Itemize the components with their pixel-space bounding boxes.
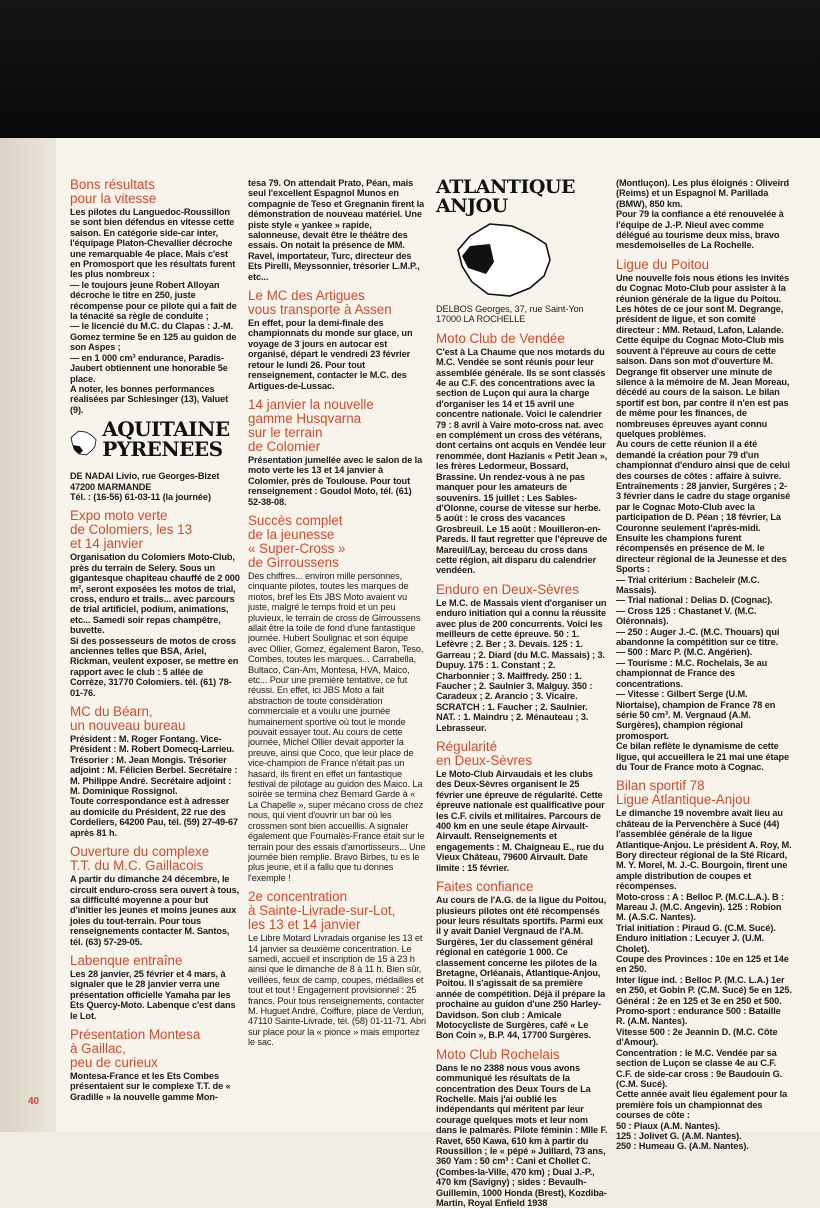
france-map-icon <box>70 419 98 467</box>
headline-enduro: Enduro en Deux-Sèvres <box>436 581 579 597</box>
article-text: A noter, les bonnes performances réalisées par Schlesinger (13), Valuet (9). <box>70 383 229 415</box>
result-line: 50 : Piaux (A.M. Nantes). <box>616 1120 721 1131</box>
result-line: Concentration : le M.C. Vendée par sa section de Luçon se classe 4e au C.F. <box>616 1047 777 1069</box>
article-text: A partir du dimanche 24 décembre, le circuit enduro-cross sera ouvert à tous, sa difficulté moyenne a pour but d'initier les jeunes et moins jeunes aux joies du tout-terrain. Pour tous renseignements contacter M. Santos, tél. (63) 57-29-05. <box>70 874 240 947</box>
result-line: C.F. de side-car cross : 9e Baudouin G. (C.M. Sucé). <box>616 1068 783 1089</box>
article-text: — le toujours jeune Robert Alloyan décroche le titre en 250, juste récompense pour ce pilote qui a fait de la ténacité sa règle de conduite ; <box>70 279 237 322</box>
result-line: — Vitesse : Gilbert Serge (U.M. Niortaise), champion de France 78 en série 50 cm³. M. Vergnaud (A.M. Surgères), champion régional promosport. <box>616 689 776 741</box>
region-address: DE NADAI Livio, rue Georges-Bizet 47200 MARMANDE <box>70 471 220 492</box>
region-title: AQUITAINE PYRENEES <box>102 417 230 462</box>
article-text: Président : M. Roger Fontang. Vice-Président : M. Robert Domecq-Larrieu. Trésorier : M. Jean Mongis. Trésorier adjoint : M. Félicien Berbel. Secrétaire : M. Philippe André. Secrétaire adjoint : M. Dominique Rossignol. <box>70 734 238 797</box>
article-text: Le Moto-Club Airvaudais et les clubs des Deux-Sèvres organisent le 25 février une épreuve de régularité. Cette épreuve nationale est qualificative pour les C.F. civils et militaires. Parcours de 400 km en une seule étape Airvault-Airvault. Renseignements et engagements : M. Chaigneau E., rue du Vieux Château, 79600 Airvault. Date limite : 15 février. <box>436 769 605 873</box>
column-3 <box>436 178 608 1208</box>
article-text: (Montluçon). Les plus éloignés : Oliveird (Reims) et un Espagnol M. Parillada (BMW), 850 km. <box>616 178 790 209</box>
article-text: Entraînements : 28 janvier, Surgères ; 2-3 février dans le cadre du stage organisé par le Cognac Moto-Club avec la participation de D. Péan ; 18 février, La Couronne seulement l'après-midi. <box>616 480 791 533</box>
region-phone: Tél. : (16-56) 61-03-11 (la journée) <box>70 491 211 502</box>
result-line: 250 : Humeau G. (A.M. Nantes). <box>616 1141 749 1152</box>
article-text: Montesa-France et les Ets Combes présentaient sur le complexe T.T. de « Gradille » la nouvelle gamme Mon- <box>70 1070 231 1102</box>
article-text: tesa 79. On attendait Prato, Péan, mais seul l'excellent Espagnol Munos en compagnie de Teso et Gregnanin firent la démonstration de nouveau matériel. Une piste style « yankee » rapide, salonneuse, devait être le théâtre des essais. On notait la présence de MM. Ravel, importateur, Turc, directeur des Ets Pirelli, Meyssonnier, trésorier L.M.P., etc... <box>248 178 425 282</box>
result-line: — 250 : Auger J.-C. (M.C. Thouars) qui abandonne la compétition sur ce titre. <box>616 626 780 648</box>
result-line: 125 : Jolivet G. (A.M. Nantes). <box>616 1130 742 1141</box>
region-atlantique-anjou <box>436 178 608 216</box>
column-1 <box>70 178 240 1102</box>
region-title: ATLANTIQUE ANJOU <box>436 176 575 217</box>
article-text: — en 1 000 cm³ endurance, Paradis-Jaubert obtiennent une honorable 5e place. <box>70 352 228 384</box>
top-dark-band <box>0 0 820 138</box>
result-line: — Tourisme : M.C. Rochelais, 3e au championnat de France des concentrations. <box>616 657 768 689</box>
page-gutter <box>0 138 56 1132</box>
article-text: Organisation du Colomiers Moto-Club, près du terrain de Selery. Sous un gigantesque chapiteau chauffé de 2 000 m², seront exposées les motos de trial, cross, enduro et trails... avec parcours de trial artificiel, podium, animations, etc... Samedi soir repas champêtre, buvette. <box>70 552 240 636</box>
result-line: Général : 2e en 125 et 3e en 250 et 500. <box>616 995 782 1006</box>
result-line: Trial initiation : Piraud G. (C.M. Sucé). <box>616 922 776 933</box>
result-line: Promo-sport : endurance 500 : Bataille R. (A.M. Nantes). <box>616 1006 781 1027</box>
page-number: 40 <box>28 1096 40 1107</box>
headline-husqvarna: 14 janvier la nouvelle gamme Husqvarna sur le terrain de Colomier <box>248 396 374 454</box>
result-line: Inter ligue ind. : Belloc P. (M.C. L.A.) 1er en 250, et Gobin P. (C.M. Sucé) 5e en 125. <box>616 974 792 996</box>
headline-bons-resultats: Bons résultats pour la vitesse <box>70 177 157 206</box>
headline-mc-rochelais: Moto Club Rochelais <box>436 1046 560 1062</box>
france-map-icon <box>450 220 570 300</box>
article-text: — le licencié du M.C. du Clapas : J.-M. Gomez termine 5e en 125 au guidon de son Aspes ; <box>70 321 237 353</box>
article-text: Ensuite les champions furent récompensés en présence de M. le directeur régional de la Jeunesse et des Sports : <box>616 533 787 575</box>
headline-ligue-poitou: Ligue du Poitou <box>616 256 710 272</box>
article-text: Le dimanche 19 novembre avait lieu au château de la Pervenchère à Sucé (44) l'assemblée générale de la ligue Atlantique-Anjou. Le président A. Roy, M. Bory directeur régional de la Sté Ricard, M. Y. Morel, M. J.-C. Bourgoin, firent une ample distribution de coupes et récompenses. <box>616 808 792 892</box>
headline-super-cross: Succès complet de la jeunesse « Super-Cross » de Girroussens <box>248 512 346 570</box>
article-text: C'est à La Chaume que nos motards du M.C. Vendée se sont réunis pour leur assemblée générale. Ils se sont classés 4e au C.F. des concentrations avec la section de Luçon qui aura la charge d'organiser les 14 et 15 avril une concentre nationale. Voici le calendrier 79 : 8 avril à Vaire moto-cross nat. avec en complément un cross des vétérans, dont certains ont acquis en Vendée leur renommée, dont Hazianis « Petit Jean », les frères Ledormeur, Bossard, Brassine. Un rendez-vous à ne pas manquer pour les amateurs de souvenirs. 15 juillet : Les Sables-d'Olonne, course de vitesse sur herbe. 5 août : le cross des vacances Grosbreuil. Le 15 août : Mouilleron-en-Pareds. Il faut regretter que l'épreuve de Mareuil/Lay, berceau du cross dans cette région, ait disparu du calendrier vendéen. <box>436 346 608 576</box>
article-text: Si des possesseurs de motos de cross anciennes telles que BSA, Ariel, Rickman, veulent exposer, se mettre en rapport avec le club : 5 allée de Corrèze, 31770 Colomiers. tél. (61) 78-01-76. <box>70 635 239 698</box>
article-text: Les 28 janvier, 25 février et 4 mars, à signaler que le 28 janvier verra une présentation officielle Yamaha par les Ets Quercy-Moto. Labenque c'est dans le Lot. <box>70 968 236 1021</box>
headline-bilan-sportif: Bilan sportif 78 Ligue Atlantique-Anjou <box>616 778 751 808</box>
article-text: Pour 79 la confiance a été renouvelée à l'équipe de J.-P. Nieul avec comme délégué au tourisme deux miss, bravo mesdemoiselles de La Rochelle. <box>616 209 784 251</box>
result-line: Vitesse 500 : 2e Jeannin D. (M.C. Côte d'Amour). <box>616 1026 778 1048</box>
result-line: — Trial critérium : Bacheleir (M.C. Massais). <box>616 574 760 596</box>
article-text: Le Libre Motard Livradais organise les 13 et 14 janvier sa deuxième concentration. Le samedi, accueil et inscription de 15 à 23 h ainsi que le dimanche de 8 à 11 h. Bien sûr, veillées, feux de camp, coupes, médailles et tout et tout ! Engagement provisionnel : 25 francs. Pour tous renseignements, contacter M. Huguet André, Coiffure, place de Verdun, 47110 Sainte-Livrade, tél. (58) 01-11-71. Abri sur place pour la « pionce » mais emportez le sac. <box>248 933 426 1048</box>
article-text: Présentation jumellée avec le salon de la moto verte les 13 et 14 janvier à Colomier, près de Toulouse. Pour tout renseignement : Goudol Moto, tél. (61) 52-38-08. <box>248 454 423 507</box>
article-text: Des chiffres... environ mille personnes, cinquante pilotes, toutes les marques de motos, bref les Ets JBS Moto avaient vu juste, malgré le temps froid et un peu pluvieux, le terrain de cross de Girroussens allait être la toile de fond d'une fantastique journée. Hubert Soulignac et son équipe avec Ollier, Gomez, également Baron, Teso, Combes, toutes les marques... Carrabella, Bultaco, Can-Am, Montesa, HVA, Maico, etc... Pour une première tentative, ce fut réussi. En effet, ici JBS Moto a fait abstraction de toute considération commerciale et a voulu une journée humainement sportive où tout le monde pouvait essayer tout. Au cours de cette journée, Michel Ollier devait apporter la preuve, ainsi que Coco, que leur place de vice-champion de France n'était pas un hasard, ils firent en effet un fantastique festival de pilotage au guidon des Maico. La soirée se termina chez Bernard Garde à « La Chapelle », super mécano cross de chez nous, qui vient d'ouvrir un bar où les crossmen sont bien accueillis. A signaler également que Fournalès-France était sur le terrain pour des essais d'amortisseurs... Une journée bien remplie. Bravo Birbes, tu es le plus jeune, et il a fallu que tu donnes l'exemple ! <box>248 570 426 883</box>
column-4 <box>616 178 792 1152</box>
result-line: — 500 : Marc P. (M.C. Angérien). <box>616 647 753 658</box>
headline-concentration: 2e concentration à Sainte-Livrade-sur-Lot, les 13 et 14 janvier <box>248 889 396 933</box>
result-line: Coupe des Provinces : 10e en 125 et 14e en 250. <box>616 954 789 975</box>
article-text: En effet, pour la demi-finale des championnats du monde sur glace, un voyage de 3 jours en autocar est organisé, départ le vendredi 23 février retour le lundi 26. Pour tout renseignement, contacter le M.C. des Artigues-de-Lussac. <box>248 318 413 391</box>
result-line: Cette année avait lieu également pour la première fois un championnat des courses de côte : <box>616 1089 788 1121</box>
headline-presentation-montesa: Présentation Montesa à Gaillac, peu de curieux <box>70 1026 201 1070</box>
headline-expo-moto-verte: Expo moto verte de Colomiers, les 13 et 14 janvier <box>70 508 193 552</box>
article-text: Toute correspondance est à adresser au domicile du Président, 22 rue des Cordeliers, 64200 Pau, tél. (59) 27-49-67 après 81 h. <box>70 796 239 838</box>
headline-faites-confiance: Faites confiance <box>436 879 534 895</box>
region-aquitaine-pyrenees <box>70 419 240 467</box>
headline-mc-vendee: Moto Club de Vendée <box>436 330 565 346</box>
article-text: Les pilotes du Languedoc-Roussillon se sont bien défendus en vitesse cette saison. En catégorie side-car inter, l'équipage Platon-Chevallier décroche une remarquable 4e place. Mais c'est en Promosport que les résultats furent les plus nombreux : <box>70 207 236 280</box>
article-text: Le M.C. de Massais vient d'organiser un enduro initiation qui a connu la réussite avec plus de 200 concurrents. Voici les meilleurs de cette épreuve. 50 : 1. Lefèvre ; 2. Ber ; 3. Devais. 125 : 1. Garreau ; 2. Diard (du M.C. Massais) ; 3. Dupuy. 175 : 1. Constant ; 2. Charbonnier ; 3. Maiffredy. 250 : 1. Faucher ; 2. Saulnier 3. Malguy. 350 : Caradeux ; 2. Arancio ; 3. Vicaire. SCRATCH : 1. Faucher ; 2. Saulnier. NAT. : 1. Maindru ; 2. Ménauteau ; 3. Lebrasseur. <box>436 597 607 733</box>
headline-labenque: Labenque entraîne <box>70 952 183 968</box>
column-2 <box>248 178 426 1048</box>
region-address: DELBOS Georges, 37, rue Saint-Yon 17000 LA ROCHELLE <box>436 304 584 325</box>
article-text: Une nouvelle fois nous étions les invités du Cognac Moto-Club pour assister à la réunion générale de la ligue du Poitou. Les hôtes de ce jour sont M. Degrange, président de ligue, et son comité directeur : MM. Retaud, Lafon, Lalande. Cette équipe du Cognac Moto-Club mis souvent à l'épreuve au cours de cette saison. Dans son mot d'ouverture M. Degrange fit observer une minute de silence à la mémoire de M. Jean Moreau, décédé au cours de la saison. Le bilan sportif est bon, par contre il n'en est pas de même pour les finances, de nombreuses épreuves ayant connu quelques problèmes. <box>616 272 790 439</box>
headline-mc-artigues: Le MC des Artigues vous transporte à Assen <box>248 288 392 318</box>
result-line: Moto-cross : A : Belloc P. (M.C.L.A.). B : Mareau J. (M.C. Angevin). 125 : Robion M. (A.S.C. Nantes). <box>616 891 784 923</box>
result-line: Enduro initiation : Lecuyer J. (U.M. Cholet). <box>616 933 765 954</box>
headline-mc-bearn: MC du Béarn, un nouveau bureau <box>70 704 186 734</box>
article-text: Ce bilan reflète le dynamisme de cette ligue, qui accueillera le 21 mai une étape du Tour de France moto à Cognac. <box>616 741 789 772</box>
article-text: Dans le no 2388 nous vous avons communiqué les résultats de la concentration des Deux Tours de La Rochelle. Mais j'ai oublié les indépendants qui méritent par leur courage quelques mots et leur nom dans le palmarès. Pilote féminin : Mlle F. Ravet, 650 Kawa, 610 km à partir du Roussillon ; le « pépé » Juillard, 73 ans, 360 Yam : 50 cm³ : Cani et Chollet C. (Combes-la-Ville, 470 km) ; Dual J.-P., 470 km (Savigny) ; sides : Bevaulh-Guillemin, 1000 Honda (Brest), Kozdiba-Martin, Royal Enfield 1938 <box>436 1062 608 1208</box>
result-line: — Cross 125 : Chastanet V. (M.C. Oléronnais). <box>616 605 757 627</box>
article-text: Au cours de l'A.G. de la ligue du Poitou, plusieurs pilotes ont été récompensés pour leurs résultats sportifs. Parmi eux il y avait Daniel Vergnaud de l'A.M. Surgères, 1er du classement général régional en catégorie 1 000. Ce classement concerne les pilotes de la Bretagne, Orléanais, Atlantique-Anjou, Poitou. Il s'agissait de sa première année de compétition. Déjà il prépare la prochaine au guidon d'une 250 Harley-Davidson. Son club : Amicale Motocycliste de Surgères, café « Le Bon Coin », B.P. 44, 17700 Surgères. <box>436 895 607 1041</box>
result-line: — Trial national : Delias D. (Cognac). <box>616 595 773 606</box>
headline-ouverture-complexe: Ouverture du complexe T.T. du M.C. Gaillacois <box>70 844 210 874</box>
article-text: Au cours de cette réunion il a été demandé la création pour 79 d'un championnat d'enduro ainsi que de celui des courses de côtes : affaire à suivre. <box>616 439 790 481</box>
headline-regularite: Régularité en Deux-Sèvres <box>436 739 533 769</box>
